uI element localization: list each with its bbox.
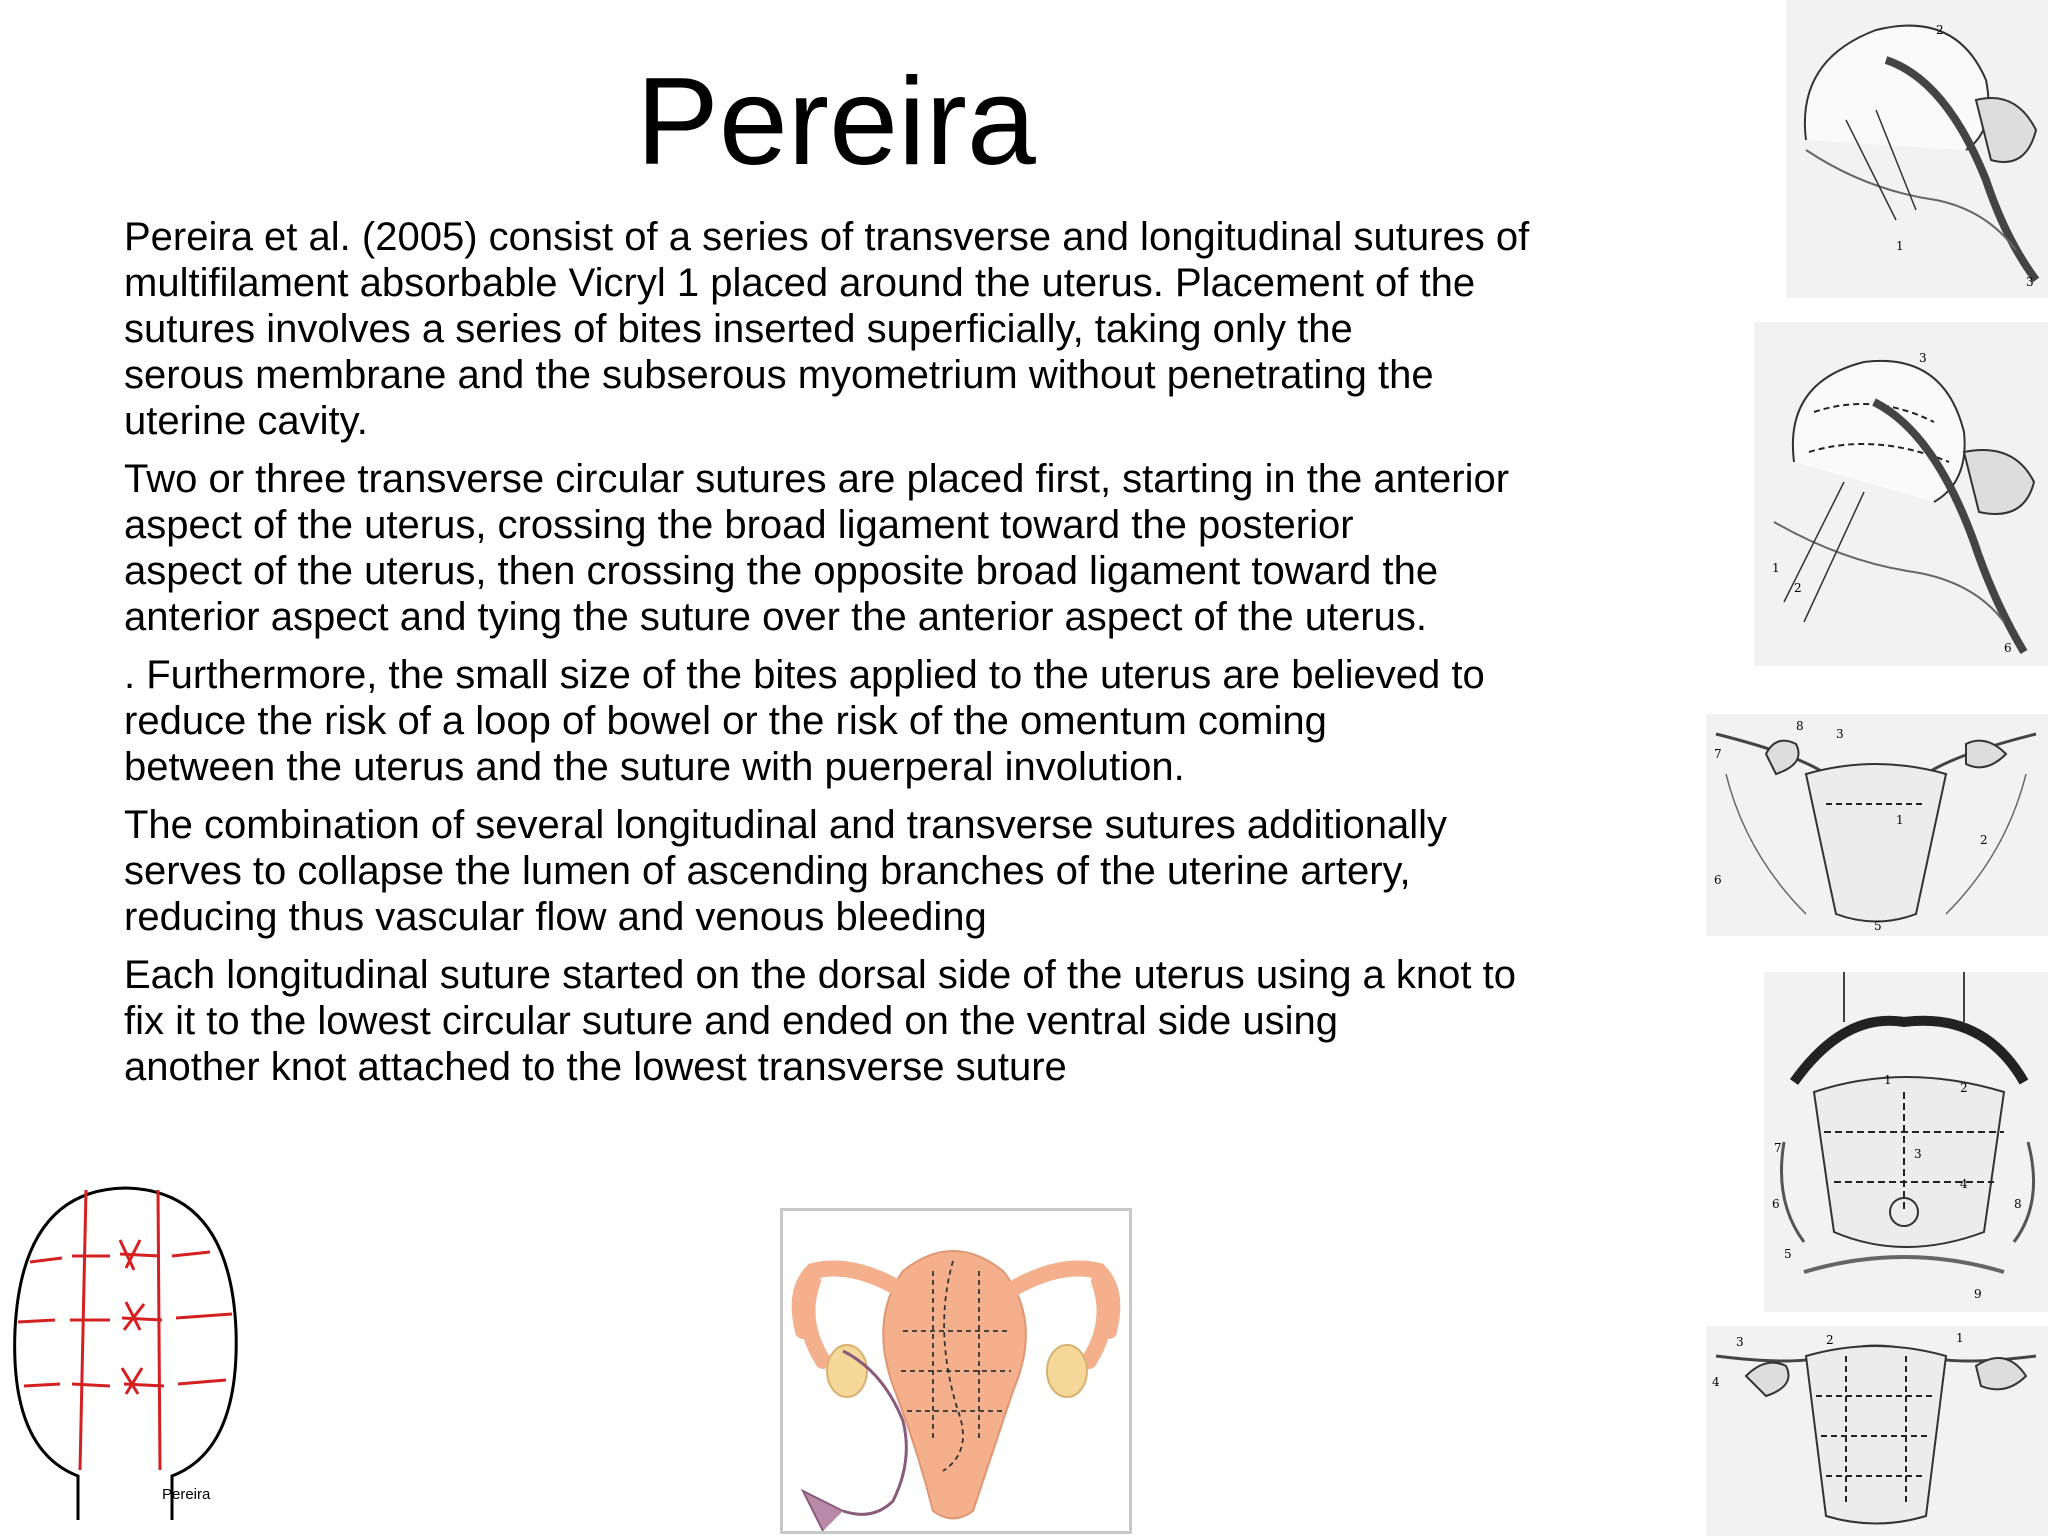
text-line: serous membrane and the subserous myometrium without penetrating the (124, 353, 1434, 397)
surgical-sketch-2 (1754, 322, 2048, 666)
figure-label: 3 (1914, 1147, 1922, 1161)
text-line: aspect of the uterus, then crossing the opposite broad ligament toward the (124, 549, 1439, 593)
figure-label: 2 (1826, 1333, 1834, 1347)
figure-label: 5 (1784, 1247, 1792, 1261)
text-line: . Furthermore, the small size of the bites applied to the uterus are believed to (124, 653, 1485, 697)
uterus-outline (15, 1188, 237, 1520)
text-line: aspect of the uterus, crossing the broad ligament toward the posterior (124, 503, 1354, 547)
figure-label: 6 (1714, 873, 1722, 887)
suture-scheme-diagram (0, 1180, 250, 1536)
figure-label: 4 (1712, 1375, 1720, 1389)
text-line: Each longitudinal suture started on the dorsal side of the uterus using a knot to (124, 953, 1516, 997)
text-line: Two or three transverse circular sutures are placed first, starting in the anterior (124, 457, 1510, 501)
figure-label: 3 (2026, 275, 2034, 289)
text-line: another knot attached to the lowest transverse suture (124, 1045, 1067, 1089)
body-text (124, 214, 1684, 1102)
text-line: Pereira et al. (2005) consist of a series of transverse and longitudinal sutures of (124, 215, 1530, 259)
uterus-sketch-drawing (1764, 972, 2048, 1312)
figure-label: 1 (1956, 1331, 1964, 1345)
figure-label: 1 (1884, 1073, 1892, 1087)
uterus-sketch-drawing (1706, 714, 2048, 936)
figure-label: 9 (1974, 1287, 1982, 1301)
figure-label: 3 (1836, 727, 1844, 741)
uterus-illustration-drawing (783, 1211, 1129, 1531)
surgical-sketch-3 (1706, 714, 2048, 936)
figure-label: 3 (1736, 1335, 1744, 1349)
paragraph-intro (124, 214, 1684, 444)
vessel-branch (803, 1491, 843, 1531)
text-line: fix it to the lowest circular suture and ended on the ventral side using (124, 999, 1339, 1043)
figure-label: 2 (1936, 23, 1944, 37)
figure-label: 5 (1874, 919, 1882, 933)
paragraph-combination (124, 802, 1684, 940)
text-line: anterior aspect and tying the suture over the anterior aspect of the uterus. (124, 595, 1427, 639)
figure-label: 3 (1919, 351, 1927, 365)
slide-title: Pereira (636, 53, 1036, 191)
uterus-illustration (780, 1208, 1132, 1534)
text-line: serves to collapse the lumen of ascending branches of the uterine artery, (124, 849, 1411, 893)
figure-label: 1 (1896, 239, 1904, 253)
figure-label: 1 (1896, 813, 1904, 827)
right-ovary (1047, 1345, 1087, 1397)
figure-label: 2 (1960, 1081, 1968, 1095)
text-line: uterine cavity. (124, 399, 368, 443)
figure-label: 8 (2014, 1197, 2022, 1211)
uterus-sketch-drawing (1786, 0, 2048, 298)
text-line: reduce the risk of a loop of bowel or the risk of the omentum coming (124, 699, 1327, 743)
paragraph-longitudinal (124, 952, 1684, 1090)
text-line: sutures involves a series of bites inserted superficially, taking only the (124, 307, 1353, 351)
text-line: The combination of several longitudinal and transverse sutures additionally (124, 803, 1447, 847)
figure-label: 2 (1794, 581, 1802, 595)
text-line: reducing thus vascular flow and venous bleeding (124, 895, 987, 939)
figure-label: 6 (2004, 641, 2012, 655)
suture-lines (18, 1190, 232, 1470)
figure-label: 6 (1772, 1197, 1780, 1211)
figure-label: 2 (1980, 833, 1988, 847)
paragraph-bites (124, 652, 1684, 790)
text-line: multifilament absorbable Vicryl 1 placed around the uterus. Placement of the (124, 261, 1476, 305)
figure-label: 4 (1960, 1177, 1968, 1191)
figure-label: 7 (1774, 1141, 1782, 1155)
uterus-sketch-drawing (1754, 322, 2048, 666)
surgical-sketch-5 (1706, 1326, 2048, 1536)
scheme-label: Pereira (162, 1486, 211, 1503)
figure-label: 1 (1772, 561, 1780, 575)
figure-label: 7 (1714, 747, 1722, 761)
figure-label: 8 (1796, 719, 1804, 733)
surgical-sketch-1 (1786, 0, 2048, 298)
uterus-sketch-drawing (1706, 1326, 2048, 1536)
text-line: between the uterus and the suture with puerperal involution. (124, 745, 1185, 789)
paragraph-transverse (124, 456, 1684, 640)
surgical-sketch-4 (1764, 972, 2048, 1312)
